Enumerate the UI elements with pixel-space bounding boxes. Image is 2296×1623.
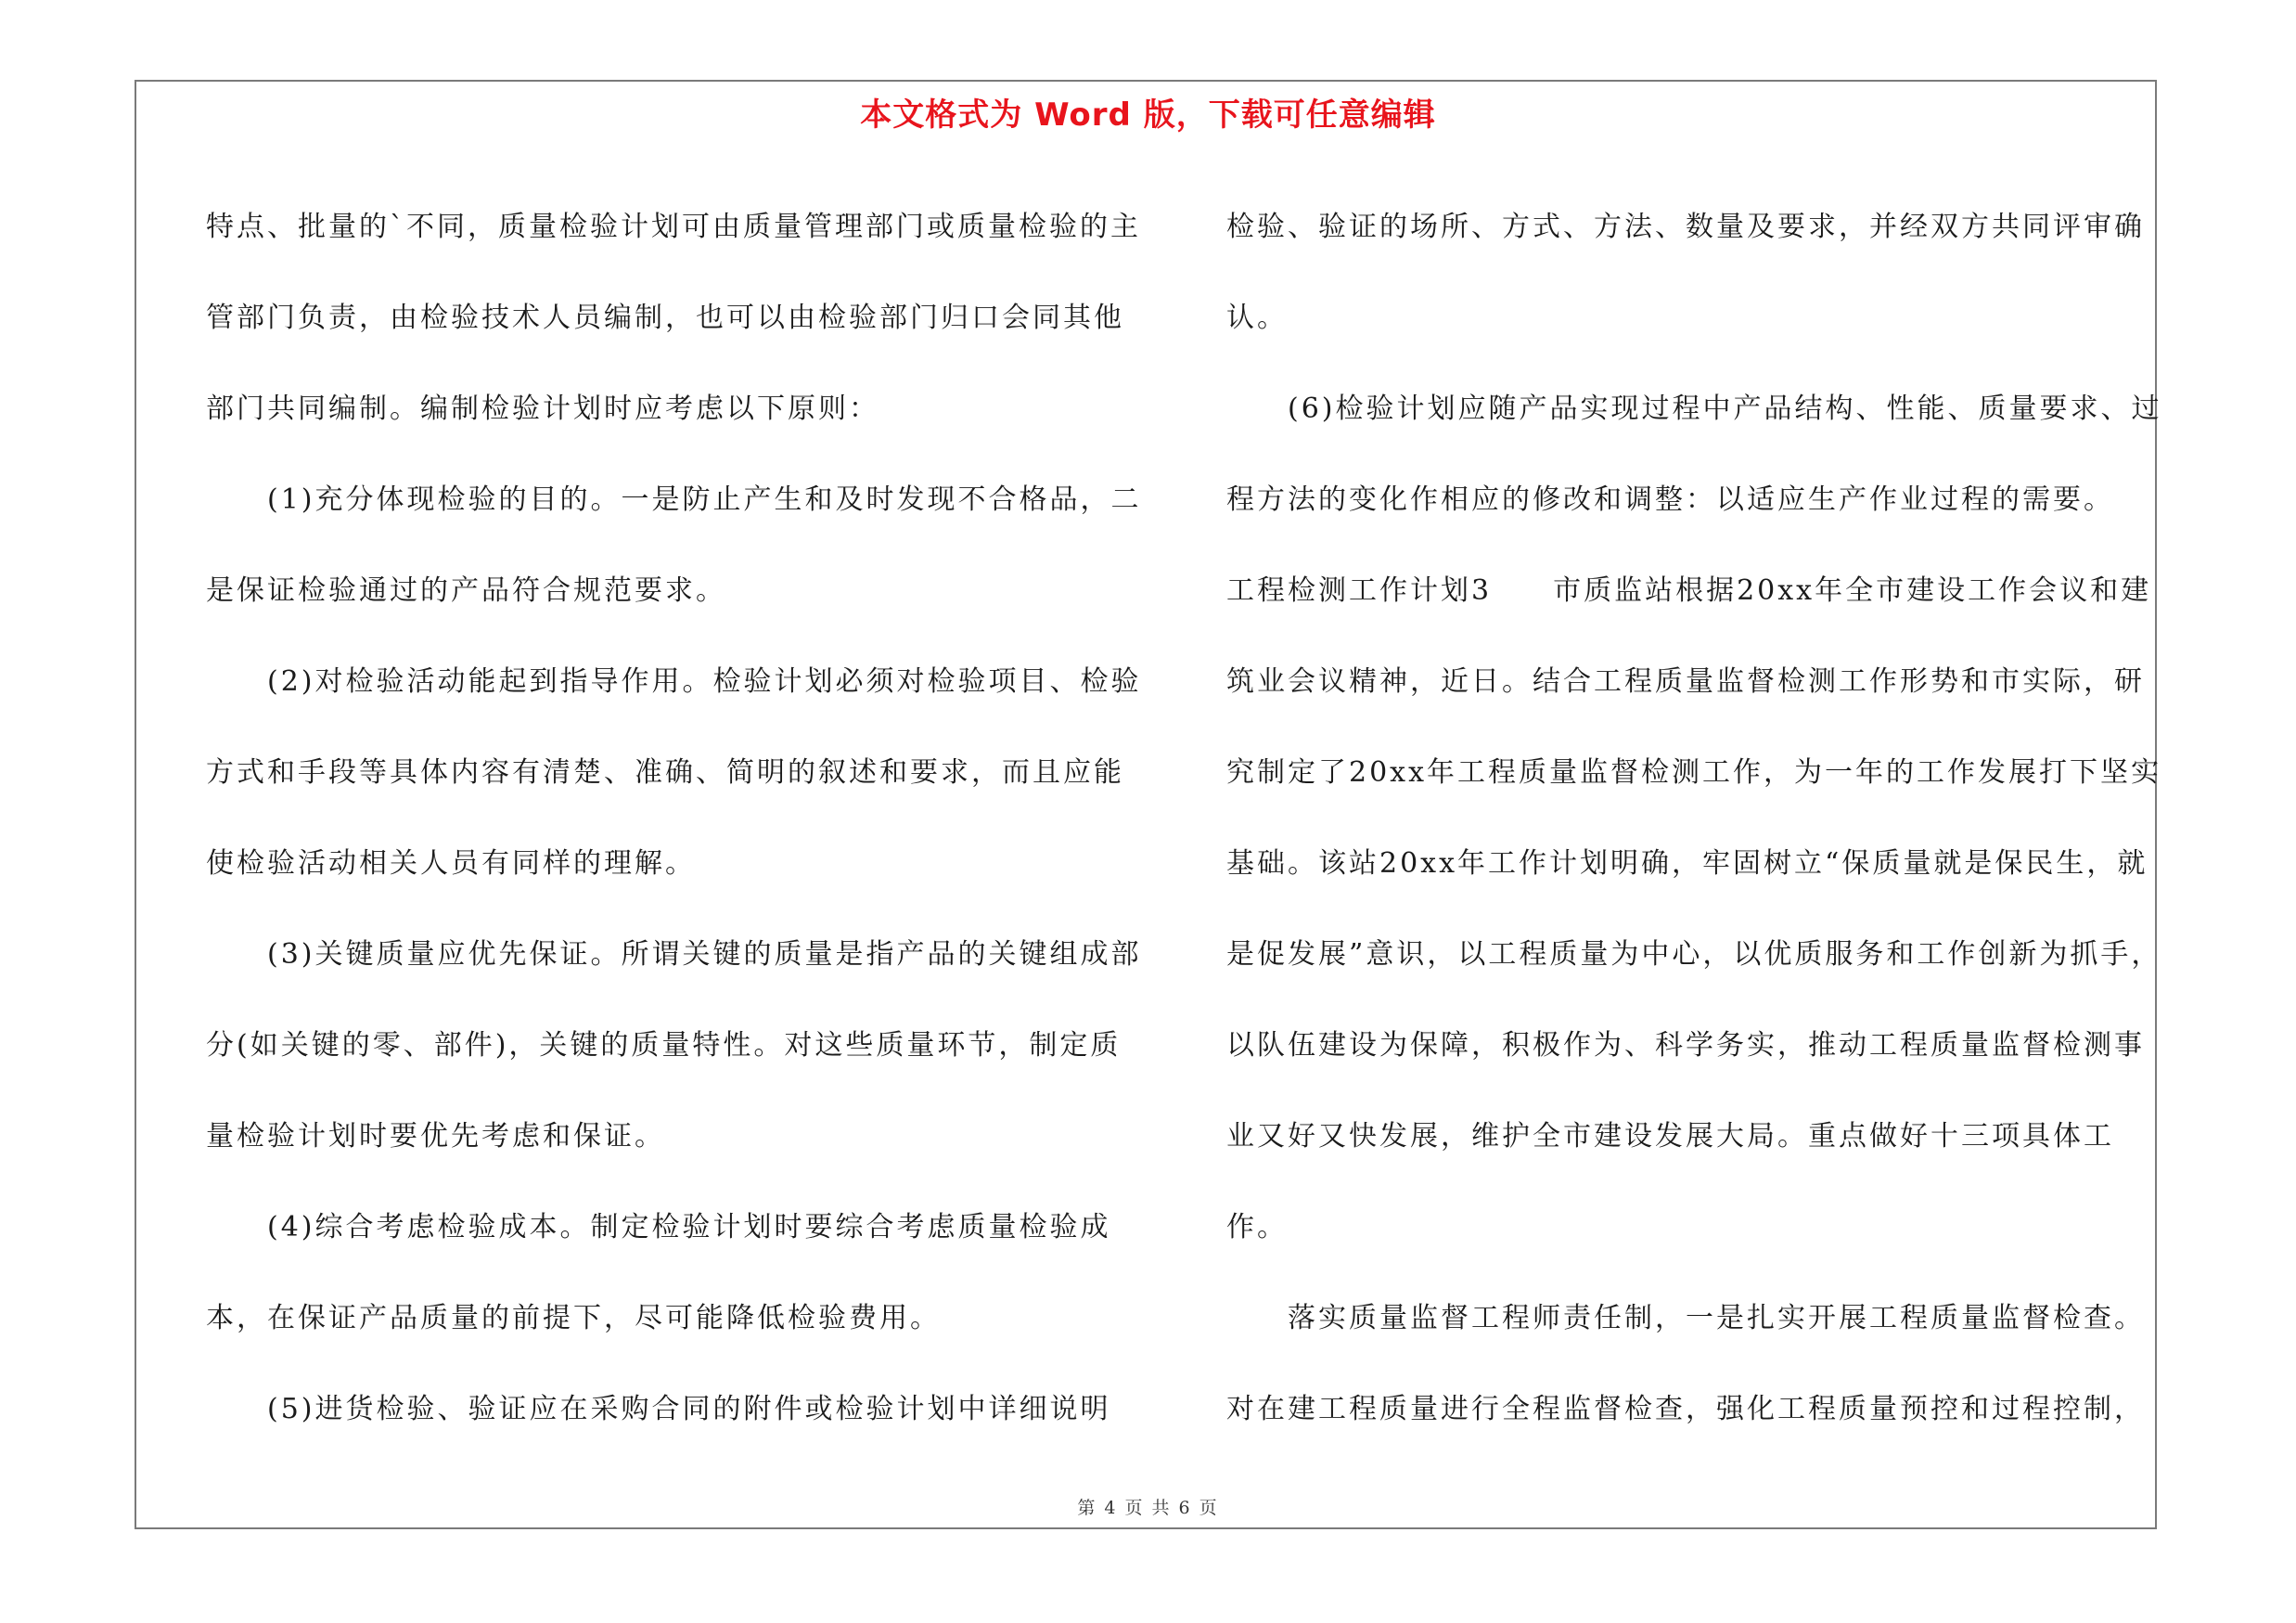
paragraph: 工程检测工作计划3 市质监站根据20xx年全市建设工作会议和建筑业会议精神，近日。结合工程质量监督检测工作形势和市实际，研究制定了20xx年工程质量监督检测工作，为一年的工作发展打下坚实基础。该站20xx年工作计划明确，牢固树立“保质量就是保民生，就是促发展”意识，以工程质量为中心，以优质服务和工作创新为抓手，以队伍建设为保障，积极作为、科学务实，推动工程质量监督检测事业又好又快发展，维护全市建设发展大局。重点做好十三项具体工作。 <box>1226 574 2162 1243</box>
paragraph: (4)综合考虑检验成本。制定检验计划时要综合考虑质量检验成本，在保证产品质量的前提下，尽可能降低检验费用。 <box>206 1211 1111 1334</box>
paragraph: (6)检验计划应随产品实现过程中产品结构、性能、质量要求、过程方法的变化作相应的修改和调整：以适应生产作业过程的需要。 <box>1226 393 2162 516</box>
document-banner: 本文格式为 Word 版，下载可任意编辑 <box>860 97 1436 134</box>
right-text-column <box>1226 182 2173 1455</box>
paragraph: 特点、批量的`不同，质量检验计划可由质量管理部门或质量检验的主管部门负责，由检验技术人员编制，也可以由检验部门归口会同其他部门共同编制。编制检验计划时应考虑以下原则： <box>206 211 1141 425</box>
page-number-footer: 第 4 页 共 6 页 <box>1077 1498 1219 1518</box>
paragraph: (2)对检验活动能起到指导作用。检验计划必须对检验项目、检验方式和手段等具体内容有清楚、准确、简明的叙述和要求，而且应能使检验活动相关人员有同样的理解。 <box>206 665 1142 880</box>
paragraph: (5)进货检验、验证应在采购合同的附件或检验计划中详细说明 <box>267 1393 1111 1425</box>
left-text-column <box>206 182 1143 1455</box>
paragraph: (3)关键质量应优先保证。所谓关键的质量是指产品的关键组成部分(如关键的零、部件)，关键的质量特性。对这些质量环节，制定质量检验计划时要优先考虑和保证。 <box>206 938 1142 1153</box>
paragraph: 检验、验证的场所、方式、方法、数量及要求，并经双方共同评审确认。 <box>1226 211 2145 334</box>
paragraph: 落实质量监督工程师责任制，一是扎实开展工程质量监督检查。对在建工程质量进行全程监督检查，强化工程质量预控和过程控制， <box>1226 1302 2145 1425</box>
paragraph: (1)充分体现检验的目的。一是防止产生和及时发现不合格品，二是保证检验通过的产品符合规范要求。 <box>206 483 1142 607</box>
